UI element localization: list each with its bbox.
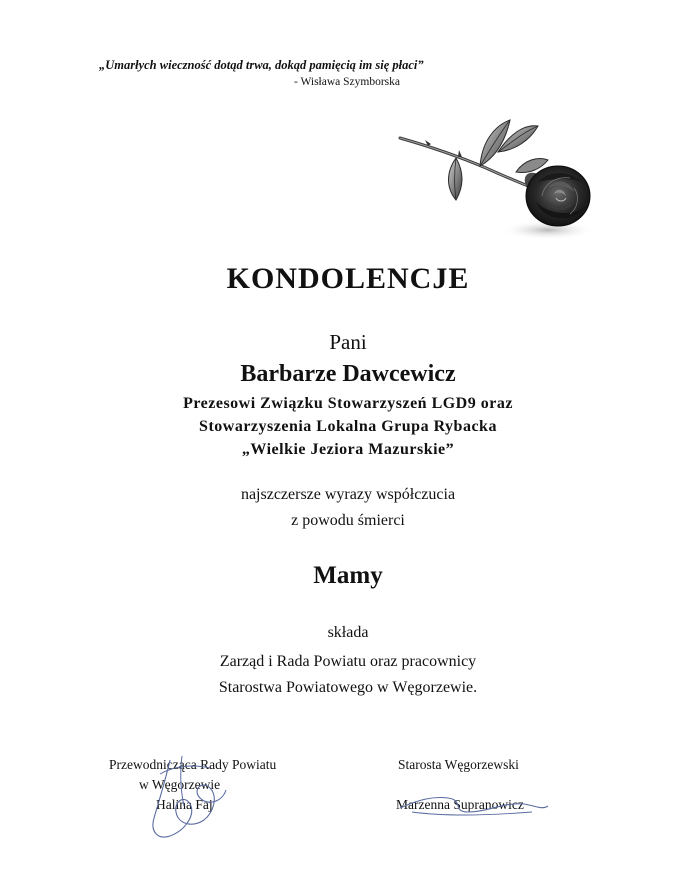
recipient-role-line: Prezesowi Związku Stowarzyszeń LGD9 oraz [183, 395, 513, 412]
salutation: Pani [329, 330, 367, 354]
signatory-right-name: Marzenna Supranowicz [396, 797, 524, 812]
condolence-line: z powodu śmierci [291, 512, 405, 529]
sender-line: Zarząd i Rada Powiatu oraz pracownicy [219, 653, 477, 670]
recipient-role-line: Stowarzyszenia Lokalna Grupa Rybacka [199, 418, 497, 435]
epigraph-author: - Wisława Szymborska [294, 76, 400, 88]
condolence-line: najszczersze wyrazy współczucia [240, 486, 456, 503]
epigraph-quote: „Umarłych wieczność dotąd trwa, dokąd pamięcią im się płaci” [99, 58, 424, 72]
signature-left-scribble [130, 748, 240, 848]
signatory-left-title: Przewodnicząca Rady Powiatu [109, 757, 277, 772]
signature-right-scribble [392, 782, 552, 822]
sender-verb: składa [327, 624, 369, 641]
page-title: KONDOLENCJE [226, 262, 470, 295]
recipient-role-line: „Wielkie Jeziora Mazurskie” [241, 441, 455, 458]
rose-icon [398, 112, 594, 244]
signatory-left-place: w Węgorzewie [139, 777, 221, 792]
deceased-relation: Mamy [313, 562, 383, 589]
signatory-left-name: Halina Faj [156, 797, 213, 812]
signatory-right-title: Starosta Węgorzewski [398, 757, 519, 772]
sender-line: Starostwa Powiatowego w Węgorzewie. [218, 679, 478, 696]
recipient-name: Barbarze Dawcewicz [240, 361, 456, 387]
